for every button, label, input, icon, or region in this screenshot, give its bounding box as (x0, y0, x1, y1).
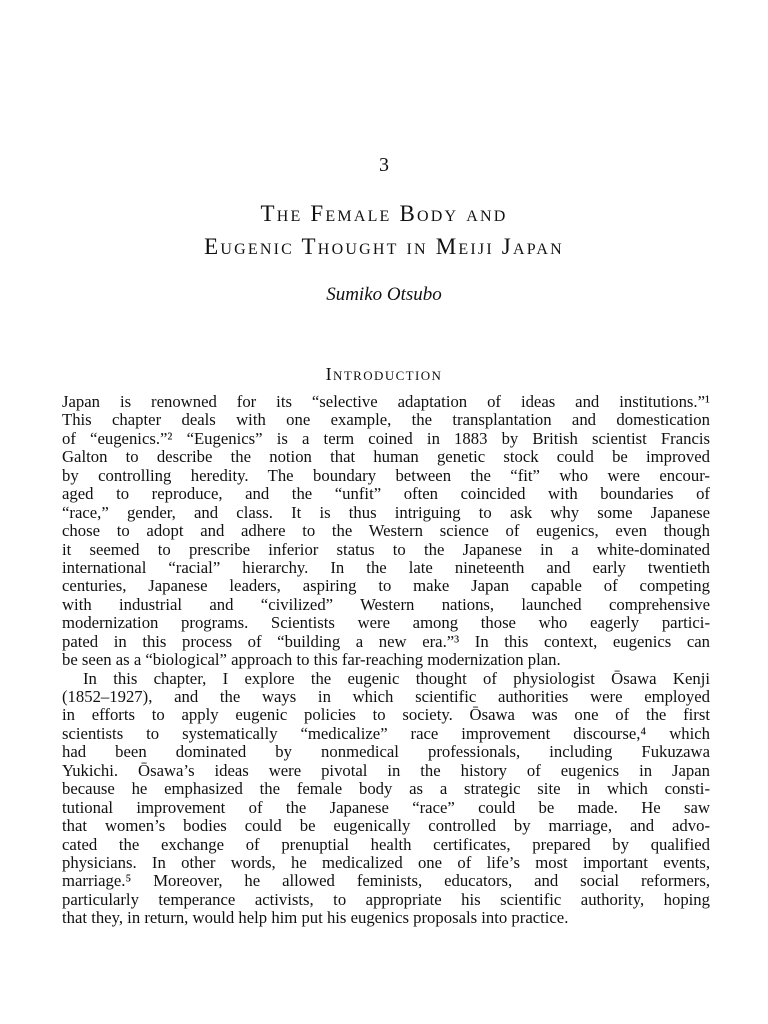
text-line: cated the exchange of prenuptial health certificates, prepared by qualified (62, 834, 710, 854)
text-line: In this chapter, I explore the eugenic thought of physiologist Ōsawa Kenji (83, 668, 710, 688)
text-line: with industrial and “civilized” Western nations, launched comprehensive (62, 594, 710, 614)
text-line: Yukichi. Ōsawa’s ideas were pivotal in the history of eugenics in Japan (62, 760, 710, 780)
text-line: aged to reproduce, and the “unfit” often coincided with boundaries of (62, 484, 710, 504)
text-line: be seen as a “biological” approach to this far-reaching modernization plan. (62, 650, 561, 670)
body-text (62, 393, 710, 928)
chapter-title-line: Eugenic Thought in Meiji Japan (204, 234, 564, 259)
text-line: that they, in return, would help him put his eugenics proposals into practice. (62, 908, 569, 928)
text-line: because he emphasized the female body as a strategic site in which consti- (62, 779, 710, 799)
chapter-title-line: The Female Body and (260, 201, 508, 226)
text-line: it seemed to prescribe inferior status to the Japanese in a white-dominated (62, 539, 710, 559)
text-line: Japan is renowned for its “selective adaptation of ideas and institutions.”¹ (62, 392, 710, 411)
paragraph (62, 670, 710, 928)
text-line: that women’s bodies could be eugenically controlled by marriage, and advo- (62, 816, 710, 836)
text-line: by controlling heredity. The boundary between the “fit” who were encour- (62, 465, 710, 485)
text-line: tutional improvement of the Japanese “race” could be made. He saw (62, 797, 710, 817)
text-line: of “eugenics.”² “Eugenics” is a term coined in 1883 by British scientist Francis (62, 428, 710, 448)
text-line: (1852–1927), and the ways in which scientific authorities were employed (62, 687, 710, 706)
paragraph (62, 393, 710, 670)
text-line: physicians. In other words, he medicalized one of life’s most important events, (62, 852, 710, 872)
chapter-number: 3 (379, 154, 389, 176)
text-line: pated in this process of “building a new era.”³ In this context, eugenics can (62, 631, 710, 651)
text-line: had been dominated by nonmedical professionals, including Fukuzawa (62, 742, 710, 762)
text-line: centuries, Japanese leaders, aspiring to make Japan capable of competing (62, 576, 710, 596)
text-line: international “racial” hierarchy. In the late nineteenth and early twentieth (62, 557, 710, 577)
text-line: particularly temperance activists, to appropriate his scientific authority, hoping (62, 889, 710, 909)
chapter-title (0, 197, 768, 263)
text-line: modernization programs. Scientists were among those who eagerly partici- (62, 613, 710, 633)
section-heading: Introduction (325, 364, 443, 384)
text-line: in efforts to apply eugenic policies to society. Ōsawa was one of the first (62, 705, 710, 725)
text-line: marriage.⁵ Moreover, he allowed feminists, educators, and social reformers, (62, 871, 710, 891)
text-line: scientists to systematically “medicalize” race improvement discourse,⁴ which (62, 723, 710, 743)
text-line: Galton to describe the notion that human genetic stock could be improved (62, 447, 710, 467)
text-line: chose to adopt and adhere to the Western science of eugenics, even though (62, 521, 710, 541)
text-line: This chapter deals with one example, the transplantation and domestication (62, 410, 710, 430)
text-line: “race,” gender, and class. It is thus intriguing to ask why some Japanese (62, 502, 710, 522)
author-name: Sumiko Otsubo (326, 284, 442, 305)
